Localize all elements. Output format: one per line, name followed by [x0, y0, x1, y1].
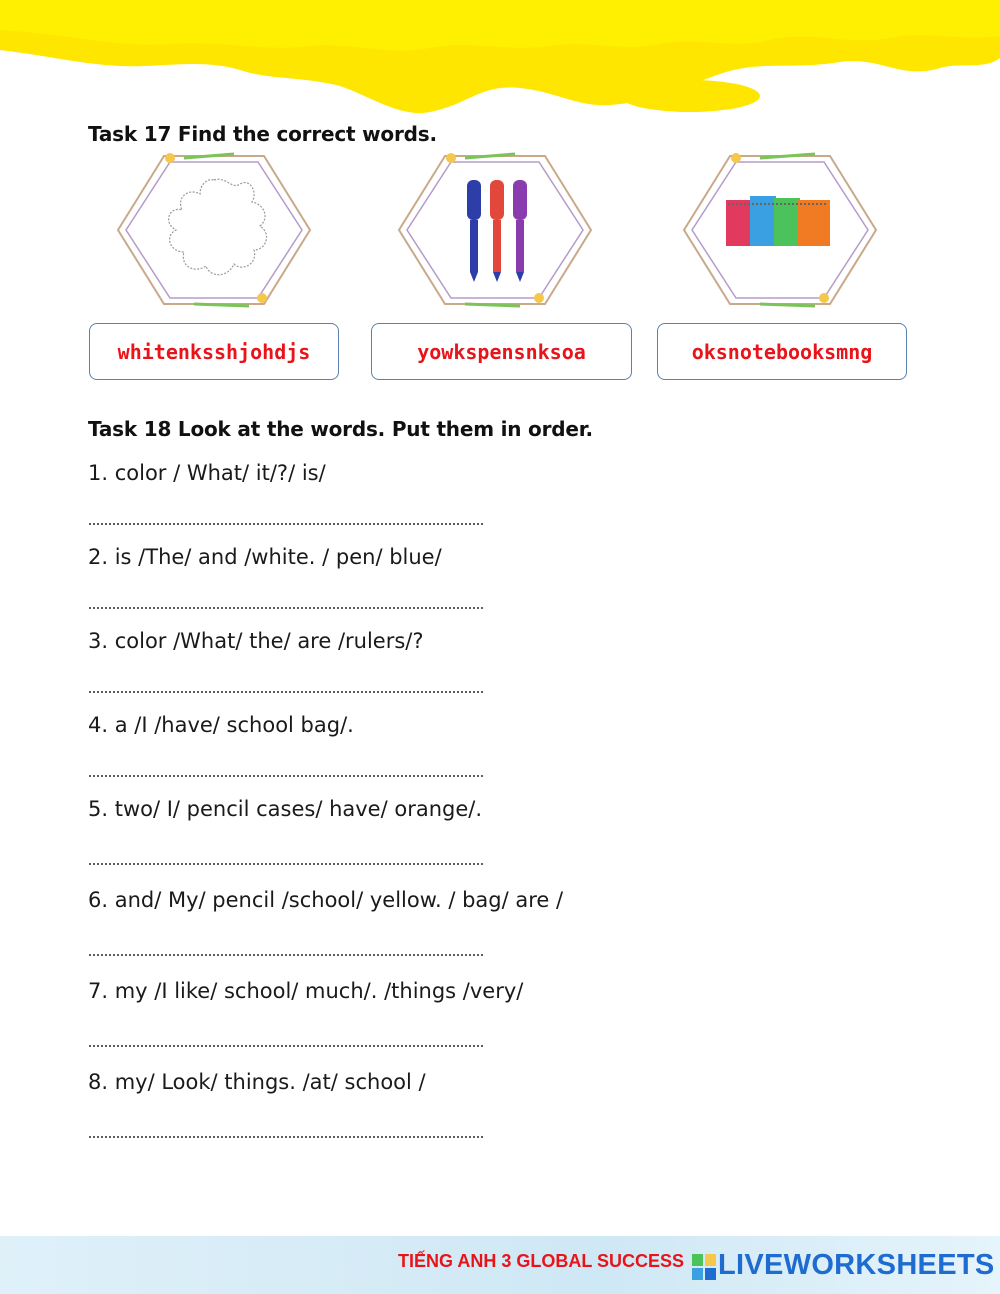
word-box-2[interactable]: yowkspensnksoa: [371, 323, 632, 380]
answer-line-7[interactable]: [88, 1044, 484, 1048]
footer-brand[interactable]: LIVEWORKSHEETS: [718, 1249, 995, 1281]
task-18-title: Task 18 Look at the words. Put them in order.: [88, 417, 593, 441]
answer-line-4[interactable]: [88, 774, 484, 778]
notebooks-icon: [726, 196, 830, 246]
answer-line-6[interactable]: [88, 953, 484, 957]
answer-line-1[interactable]: [88, 522, 484, 526]
hexagon-frame-paint: [114, 148, 314, 313]
answer-line-2[interactable]: [88, 606, 484, 610]
hexagon-frame-notebooks: [680, 148, 880, 313]
question-5: 5. two/ I/ pencil cases/ have/ orange/.: [88, 797, 483, 821]
answer-line-3[interactable]: [88, 690, 484, 694]
question-8: 8. my/ Look/ things. /at/ school /: [88, 1070, 426, 1094]
question-7: 7. my /I like/ school/ much/. /things /very/: [88, 979, 524, 1003]
footer-course-title: TIẾNG ANH 3 GLOBAL SUCCESS: [398, 1251, 685, 1271]
answer-line-8[interactable]: [88, 1135, 484, 1139]
liveworksheets-logo-icon: [692, 1254, 716, 1280]
question-3: 3. color /What/ the/ are /rulers/?: [88, 629, 424, 653]
question-4: 4. a /I /have/ school bag/.: [88, 713, 354, 737]
pens-icon: [467, 180, 527, 282]
task-17-title: Task 17 Find the correct words.: [88, 122, 437, 146]
word-box-1[interactable]: whitenksshjohdjs: [89, 323, 339, 380]
question-1: 1. color / What/ it/?/ is/: [88, 461, 326, 485]
word-box-3[interactable]: oksnotebooksmng: [657, 323, 907, 380]
question-6: 6. and/ My/ pencil /school/ yellow. / bag/ are /: [88, 888, 564, 912]
white-paint-splash-icon: [169, 179, 267, 274]
question-2: 2. is /The/ and /white. / pen/ blue/: [88, 545, 442, 569]
answer-line-5[interactable]: [88, 862, 484, 866]
hexagon-frame-pens: [395, 148, 595, 313]
